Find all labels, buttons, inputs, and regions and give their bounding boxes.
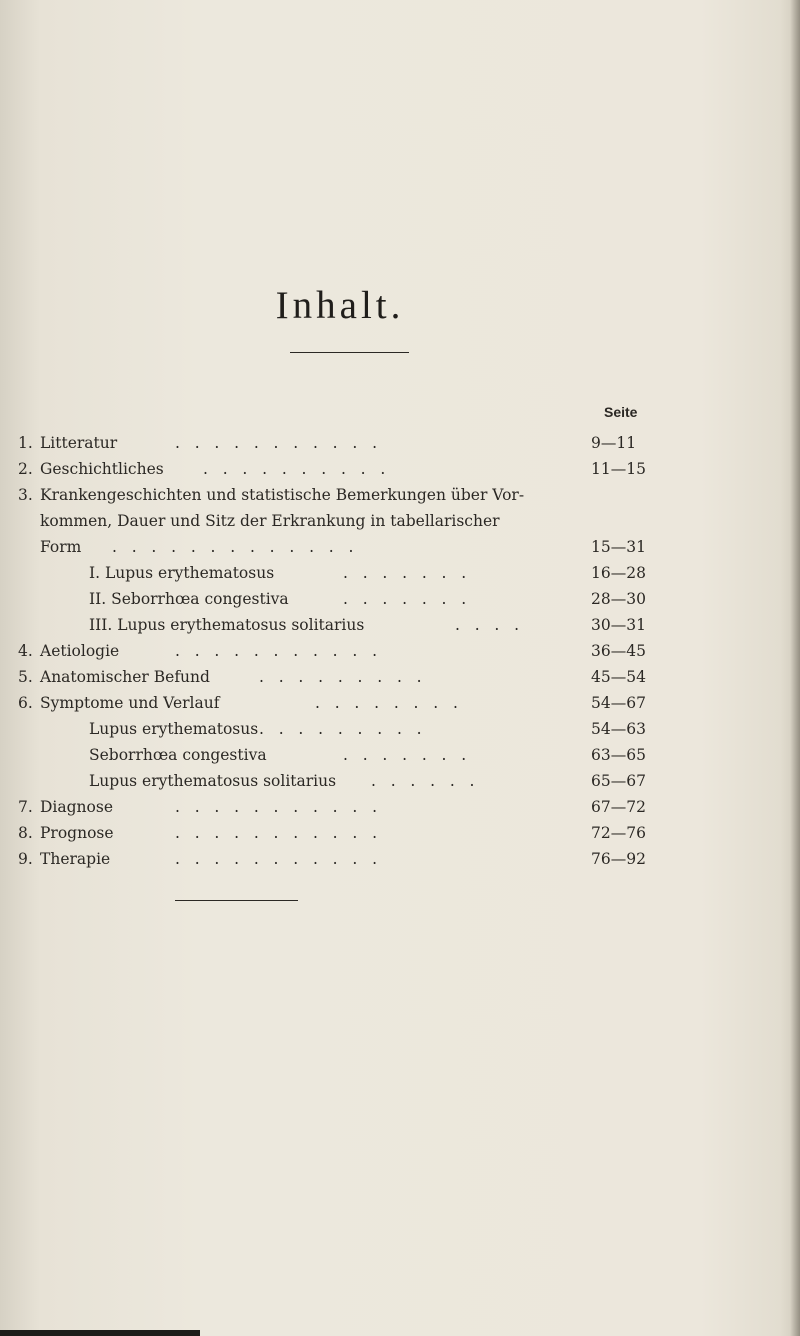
entry-pages: 16—28: [591, 564, 646, 582]
leader-dots: . . . . . . . .: [315, 694, 458, 712]
entry-number: 7.: [18, 798, 33, 816]
entry-label: I. Lupus erythematosus: [89, 564, 275, 582]
entry-number: 6.: [18, 694, 33, 712]
entry-pages: 72—76: [591, 824, 646, 842]
entry-label: Litteratur: [40, 434, 118, 452]
toc-subentry: [0, 614, 800, 636]
leader-dots: . . . . . . . . .: [259, 668, 422, 686]
leader-dots: . . . . . . . . . . .: [175, 642, 378, 660]
entry-label: II. Seborrhœa congestiva: [89, 590, 289, 608]
entry-label: Lupus erythematosus solitarius: [89, 772, 337, 790]
entry-pages: 28—30: [591, 590, 646, 608]
toc-entry-multiline: [0, 484, 800, 506]
entry-pages: 65—67: [591, 772, 646, 790]
closing-rule: [175, 900, 298, 901]
toc-entry: [0, 640, 800, 662]
entry-pages: 54—67: [591, 694, 646, 712]
entry-number: 9.: [18, 850, 33, 868]
toc-entry: [0, 666, 800, 688]
leader-dots: . . . . . .: [371, 772, 475, 790]
leader-dots: . . . . . . . . . . .: [175, 798, 378, 816]
entry-number: 3.: [18, 486, 33, 504]
entry-number: 5.: [18, 668, 33, 686]
entry-label-line2: kommen, Dauer und Sitz der Erkrankung in tabellarischer: [40, 512, 500, 530]
leader-dots: . . . . . . . . . . .: [175, 824, 378, 842]
entry-label: Geschichtliches: [40, 460, 164, 478]
entry-pages: 54—63: [591, 720, 646, 738]
leader-dots: . . . . . . . . .: [259, 720, 422, 738]
entry-label: Prognose: [40, 824, 114, 842]
entry-label: Therapie: [40, 850, 111, 868]
entry-pages: 9—11: [591, 434, 637, 452]
toc-entry: [0, 692, 800, 714]
toc-subentry: [0, 718, 800, 740]
column-header-seite: Seite: [604, 404, 638, 420]
toc-entry: [0, 796, 800, 818]
leader-dots: . . . . . . . . . .: [203, 460, 386, 478]
page-title: Inhalt.: [275, 284, 405, 327]
toc-subentry: [0, 770, 800, 792]
entry-label: Seborrhœa congestiva: [89, 746, 267, 764]
leader-dots: . . . . . . . . . . .: [175, 434, 378, 452]
toc-entry: [0, 458, 800, 480]
entry-pages: 30—31: [591, 616, 646, 634]
entry-label: Form: [40, 538, 82, 556]
entry-number: 2.: [18, 460, 33, 478]
entry-label: Aetiologie: [40, 642, 120, 660]
leader-dots: . . . . . . .: [343, 590, 467, 608]
entry-label: Symptome und Verlauf: [40, 694, 220, 712]
entry-pages: 36—45: [591, 642, 646, 660]
entry-number: 1.: [18, 434, 33, 452]
entry-number: 4.: [18, 642, 33, 660]
entry-pages: 76—92: [591, 850, 646, 868]
entry-label: Anatomischer Befund: [40, 668, 210, 686]
toc-subentry: [0, 562, 800, 584]
leader-dots: . . . . . . . . . . . . .: [112, 538, 354, 556]
entry-label: Diagnose: [40, 798, 113, 816]
entry-pages: 45—54: [591, 668, 646, 686]
toc-entry-continuation: [0, 510, 800, 532]
entry-number: 8.: [18, 824, 33, 842]
entry-label: Lupus erythematosus: [89, 720, 259, 738]
entry-pages: 11—15: [591, 460, 646, 478]
entry-label: III. Lupus erythematosus solitarius: [89, 616, 365, 634]
toc-entry: [0, 848, 800, 870]
toc-entry: [0, 432, 800, 454]
leader-dots: . . . . . . .: [343, 564, 467, 582]
entry-label-line1: Krankengeschichten und statistische Bemerkungen über Vor-: [40, 486, 525, 504]
toc-subentry: [0, 588, 800, 610]
toc-entry: [0, 822, 800, 844]
leader-dots: . . . .: [455, 616, 520, 634]
toc-subentry: [0, 744, 800, 766]
entry-pages: 15—31: [591, 538, 646, 556]
entry-pages: 63—65: [591, 746, 646, 764]
entry-pages: 67—72: [591, 798, 646, 816]
leader-dots: . . . . . . .: [343, 746, 467, 764]
toc-entry-continuation: [0, 536, 800, 558]
leader-dots: . . . . . . . . . . .: [175, 850, 378, 868]
